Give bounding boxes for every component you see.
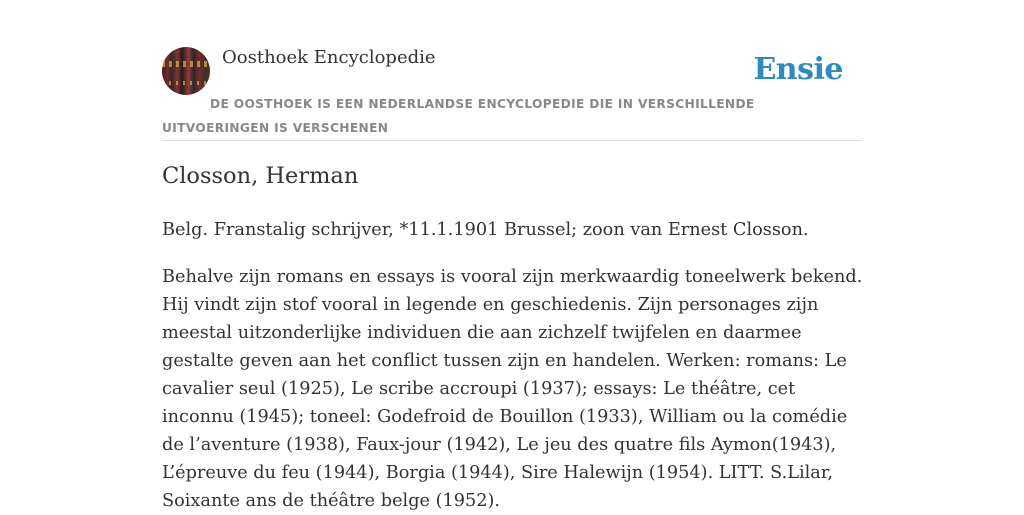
site-name-link[interactable]: Oosthoek Encyclopedie [222, 47, 436, 68]
site-tagline: DE OOSTHOEK IS EEN NEDERLANDSE ENCYCLOPEDIE DIE IN VERSCHILLENDE UITVOERINGEN IS VERSCHENEN [162, 97, 755, 135]
article-title: Closson, Herman [162, 163, 359, 189]
article-body: Behalve zijn romans en essays is vooral zijn merkwaardig toneelwerk bekend. Hij vindt zijn stof vooral in legende en geschiedenis. Zijn personages zijn meestal uitzonderlijke individuen die aan zichzelf twijfelen en daarmee gestalte geven aan het conflict tussen zijn en handelen. Werken: romans: Le cavalier seul (1925), Le scribe accroupi (1937); essays: Le théâtre, cet inconnu (1945); toneel: Godefroid de Bouillon (1933), William ou la comédie de l’aventure (1938), Faux-jour (1942), Le jeu des quatre fils Aymon(1943), L’épreuve du feu (1944), Borgia (1944), Sire Halewijn (1954). LITT. S.Lilar, Soixante ans de théâtre belge (1952). [162, 267, 863, 511]
brand-logo[interactable]: Ensie [753, 52, 843, 87]
encyclopedia-books-icon[interactable] [162, 47, 210, 95]
article-intro: Belg. Franstalig schrijver, *11.1.1901 Brussel; zoon van Ernest Closson. [162, 220, 809, 240]
page-header [162, 46, 862, 141]
